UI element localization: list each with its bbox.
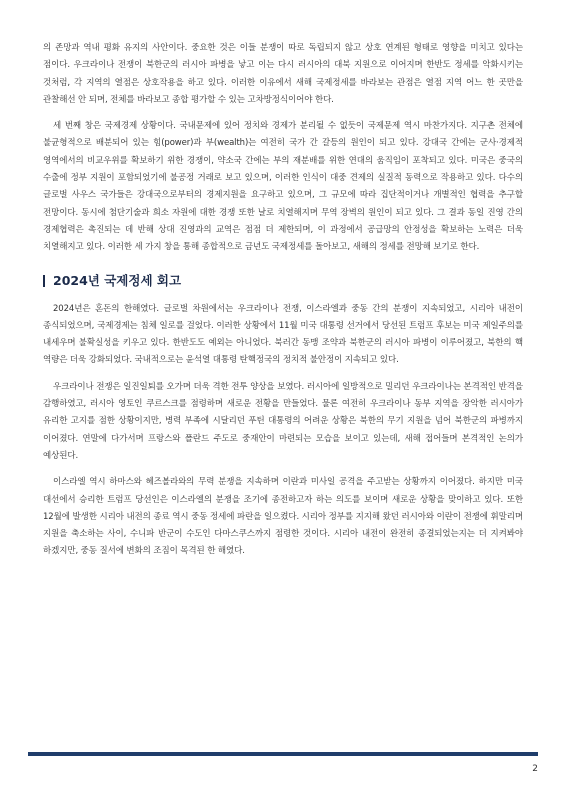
paragraph-section-3: 이스라엘 역시 하마스와 헤즈볼라와의 무력 분쟁을 지속하며 이란과 미사일 공격을 주고받는 상황까지 이어졌다. 하지만 미국 대선에서 승리한 트럼프 당선인은 이스라엘의 분쟁을 조기에 종전하고자 하는 의도를 보이며 새로운 상황을 맞이하고 있다. 또한 12월에 발생한 시리아 내전의 종료 역시 중동 정세에 파란을 일으켰다. 시리아 정부를 지지해 왔던 러시아와 이란이 전쟁에 휘말리며 지원을 축소하는 사이, 수니파 반군이 수도인 다마스쿠스까지 점령한 것이다. 시리아 내전이 완전히 종결되었는지는 더 지켜봐야 하겠지만, 중동 질서에 변화의 조짐이 목격된 한 해였다.: [43, 477, 523, 557]
paragraph-section-1: 2024년은 혼돈의 한해였다. 글로벌 차원에서는 우크라이나 전쟁, 이스라엘과 중동 간의 분쟁이 지속되었고, 시리아 내전이 종식되었으며, 국제경제는 침체 일로를 걸었다. 이러한 상황에서 11월 미국 대통령 선거에서 당선된 트럼프 후보는 미국 제일주의를 내세우며 불확실성을 키우고 있다. 한반도도 예외는 아니었다. 북러간 동맹 조약과 북한군의 러시아 파병이 이루어졌고, 북한의 핵 역량은 더욱 강화되었다. 국내적으로는 윤석열 대통령 탄핵정국의 정치적 불안정이 지속되고 있다.: [43, 303, 523, 366]
section-heading: [43, 273, 523, 289]
page-number: 2: [532, 764, 538, 774]
section-heading-text: 2024년 국제정세 회고: [53, 272, 182, 288]
paragraph-intro-1: 의 존망과 역내 평화 유지의 사안이다. 중요한 것은 이들 분쟁이 따로 독립되지 않고 상호 연계된 형태로 영향을 미치고 있다는 점이다. 우크라이나 전쟁이 북한군의 러시아 파병을 낳고 이는 다시 러시아의 대북 지원으로 이어지며 한반도 정세를 악화시키는 것처럼, 각 지역의 열점은 상호작용을 하고 있다. 이러한 이유에서 새해 국제정세를 바라보는 관점은 열점 지역 어느 한 곳만을 관찰해선 안 되며, 전체를 바라보고 종합 평가할 수 있는 고차방정식이어야 한다.: [43, 43, 523, 105]
heading-bar-icon: [43, 275, 45, 287]
paragraph-section-2: 우크라이나 전쟁은 일진일퇴를 오가며 더욱 격한 전투 양상을 보였다. 러시아에 일방적으로 밀리던 우크라이나는 본격적인 반격을 감행하였고, 러시아 영토인 쿠르스크를 점령하며 새로운 전황을 만들었다. 물론 여전히 우크라이나 동부 지역을 장악한 러시아가 유리한 고지를 점한 상황이지만, 병력 부족에 시달리던 푸틴 대통령의 어려운 상황은 북한의 무기 지원을 넘어 북한군의 파병까지 이어졌다. 연말에 다가서며 프랑스와 폴란드 주도로 중재안이 마련되는 모습을 보이고 있는데, 새해 접어들며 본격적인 논의가 예상된다.: [43, 381, 523, 461]
footer-divider: [28, 752, 538, 756]
document-body: [43, 40, 523, 561]
paragraph-intro-2: 세 번째 창은 국제경제 상황이다. 국내문제에 있어 정치와 경제가 분리될 수 없듯이 국제문제 역시 마찬가지다. 지구촌 전체에 불균형적으로 배분되어 있는 힘(power)과 부(wealth)는 여전히 국가 간 갈등의 원인이 되고 있다. 강대국 간에는 군사·경제적 영역에서의 비교우위를 확보하기 위한 경쟁이, 약소국 간에는 부의 재분배를 위한 연대의 움직임이 포착되고 있다. 미국은 중국의 수출에 정부 지원이 포함되었기에 불공정 거래로 보고 있으며, 이러한 인식이 대중 견제의 실질적 동력으로 작용하고 있다. 다수의 글로벌 사우스 국가들은 강대국으로부터의 경제지원을 요구하고 있으며, 그 규모에 따라 집단적이거나 개별적인 협력을 추구할 전망이다. 동시에 첨단기술과 희소 자원에 대한 경쟁 또한 날로 치열해지며 무역 장벽의 원인이 되고 있다. 그 결과 동일 진영 간의 경제협력은 촉진되는 데 반해 상대 진영과의 교역은 점점 더 제한되며, 이 과정에서 공급망의 안정성을 확보하는 노력은 더욱 치열해지고 있다. 이러한 세 가지 창을 통해 종합적으로 금년도 국제정세를 돌아보고, 새해의 정세를 전망해 보기로 한다.: [43, 121, 523, 253]
